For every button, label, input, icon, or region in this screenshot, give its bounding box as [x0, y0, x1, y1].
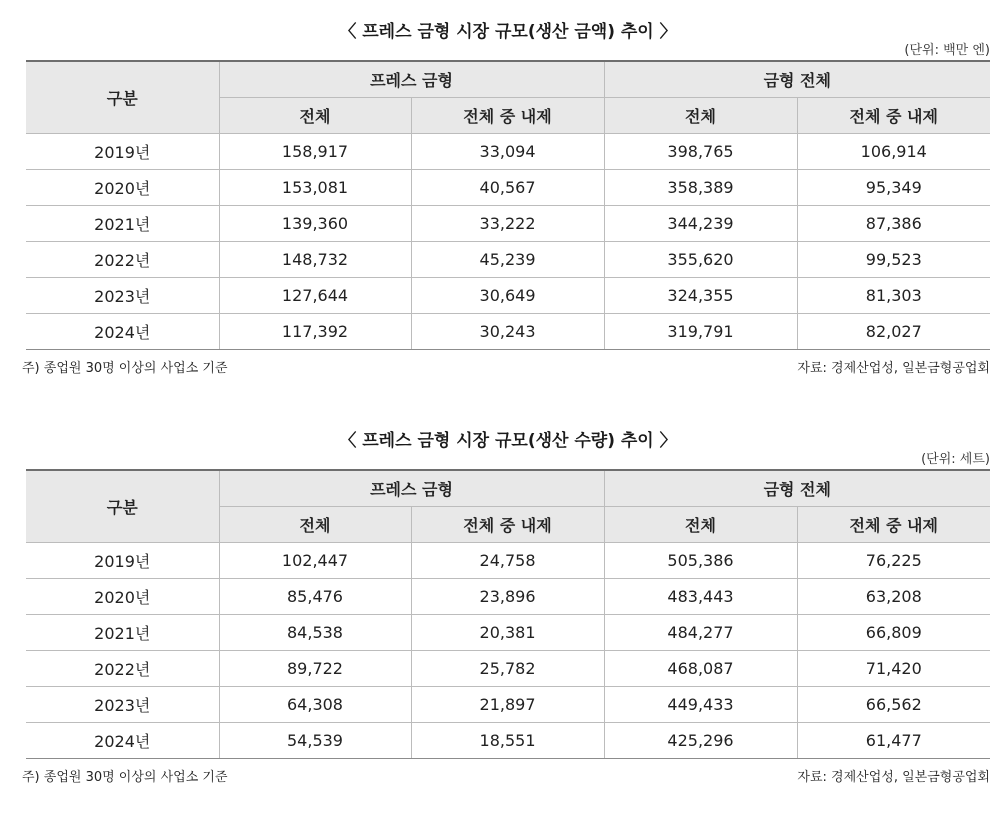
table-title: 〈 프레스 금형 시장 규모(생산 금액) 추이 〉: [339, 22, 677, 42]
table-cell: 95,349: [797, 170, 990, 206]
table-cell: 45,239: [411, 242, 604, 278]
header-group-press: 프레스 금형: [219, 470, 604, 507]
table-cell: 102,447: [219, 543, 411, 579]
source-label: 자료: 경제산업성, 일본금형공업회: [797, 770, 990, 785]
table-cell: 2020년: [26, 579, 219, 615]
table-cell: 139,360: [219, 206, 411, 242]
table-row: [26, 170, 990, 206]
table-cell: 18,551: [411, 723, 604, 759]
table-row: [26, 723, 990, 759]
header-group-total: 금형 전체: [604, 470, 990, 507]
table-cell: 89,722: [219, 651, 411, 687]
table-cell: 2024년: [26, 314, 219, 350]
table-cell: 2022년: [26, 242, 219, 278]
table-cell: 344,239: [604, 206, 797, 242]
table-cell: 24,758: [411, 543, 604, 579]
table-row: [26, 134, 990, 170]
source-label: 자료: 경제산업성, 일본금형공업회: [797, 361, 990, 376]
table-cell: 398,765: [604, 134, 797, 170]
table-cell: 20,381: [411, 615, 604, 651]
header-sub: 전체 중 내제: [797, 98, 990, 134]
table-row: [26, 543, 990, 579]
table-row: [26, 206, 990, 242]
table-cell: 117,392: [219, 314, 411, 350]
table-footer: [22, 360, 990, 378]
table-cell: 319,791: [604, 314, 797, 350]
table-cell: 30,649: [411, 278, 604, 314]
header-group-total: 금형 전체: [604, 61, 990, 98]
table-cell: 358,389: [604, 170, 797, 206]
table-cell: 148,732: [219, 242, 411, 278]
table-cell: 81,303: [797, 278, 990, 314]
table-cell: 2023년: [26, 278, 219, 314]
table-row: [26, 242, 990, 278]
header-sub: 전체: [219, 507, 411, 543]
table-cell: 66,809: [797, 615, 990, 651]
table-cell: 468,087: [604, 651, 797, 687]
table-cell: 505,386: [604, 543, 797, 579]
unit-label: (단위: 백만 엔): [904, 43, 990, 58]
table-cell: 127,644: [219, 278, 411, 314]
table-cell: 33,222: [411, 206, 604, 242]
header-category: 구분: [26, 61, 219, 134]
table-cell: 54,539: [219, 723, 411, 759]
header-sub: 전체 중 내제: [411, 98, 604, 134]
table-cell: 76,225: [797, 543, 990, 579]
footnote: 주) 종업원 30명 이상의 사업소 기준: [22, 770, 228, 785]
table-cell: 87,386: [797, 206, 990, 242]
table-cell: 84,538: [219, 615, 411, 651]
table-cell: 99,523: [797, 242, 990, 278]
table-cell: 153,081: [219, 170, 411, 206]
table-section-quantity: [22, 429, 990, 787]
table-row: [26, 579, 990, 615]
data-table: [26, 60, 990, 350]
header-group-press: 프레스 금형: [219, 61, 604, 98]
table-title: 〈 프레스 금형 시장 규모(생산 수량) 추이 〉: [339, 431, 677, 451]
table-cell: 25,782: [411, 651, 604, 687]
data-table: [26, 469, 990, 759]
table-cell: 2021년: [26, 206, 219, 242]
table-row: [26, 651, 990, 687]
table-cell: 61,477: [797, 723, 990, 759]
header-sub: 전체 중 내제: [411, 507, 604, 543]
table-cell: 2024년: [26, 723, 219, 759]
table-cell: 483,443: [604, 579, 797, 615]
table-cell: 40,567: [411, 170, 604, 206]
header-sub: 전체: [219, 98, 411, 134]
table-cell: 2019년: [26, 134, 219, 170]
table-cell: 449,433: [604, 687, 797, 723]
table-cell: 85,476: [219, 579, 411, 615]
table-cell: 21,897: [411, 687, 604, 723]
table-cell: 82,027: [797, 314, 990, 350]
table-cell: 158,917: [219, 134, 411, 170]
header-category: 구분: [26, 470, 219, 543]
table-row: [26, 687, 990, 723]
table-cell: 23,896: [411, 579, 604, 615]
table-cell: 106,914: [797, 134, 990, 170]
table-cell: 2023년: [26, 687, 219, 723]
table-cell: 2019년: [26, 543, 219, 579]
table-cell: 64,308: [219, 687, 411, 723]
table-cell: 355,620: [604, 242, 797, 278]
table-cell: 30,243: [411, 314, 604, 350]
table-cell: 63,208: [797, 579, 990, 615]
footnote: 주) 종업원 30명 이상의 사업소 기준: [22, 361, 228, 376]
table-cell: 324,355: [604, 278, 797, 314]
header-sub: 전체: [604, 98, 797, 134]
table-row: [26, 314, 990, 350]
table-cell: 2020년: [26, 170, 219, 206]
table-row: [26, 615, 990, 651]
table-cell: 484,277: [604, 615, 797, 651]
table-cell: 2021년: [26, 615, 219, 651]
table-cell: 425,296: [604, 723, 797, 759]
table-section-amount: [22, 20, 990, 378]
table-footer: [22, 769, 990, 787]
header-sub: 전체: [604, 507, 797, 543]
table-cell: 66,562: [797, 687, 990, 723]
table-cell: 33,094: [411, 134, 604, 170]
header-sub: 전체 중 내제: [797, 507, 990, 543]
table-row: [26, 278, 990, 314]
unit-label: (단위: 세트): [921, 452, 990, 467]
table-cell: 71,420: [797, 651, 990, 687]
table-cell: 2022년: [26, 651, 219, 687]
